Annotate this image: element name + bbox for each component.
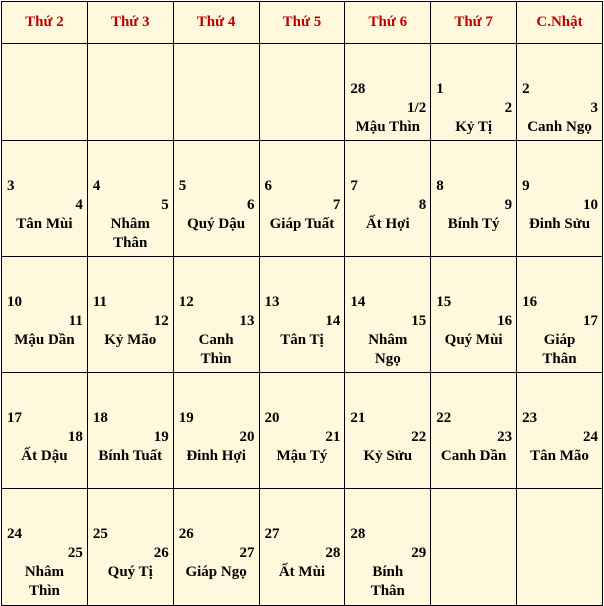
day-cell-content [88,373,173,488]
lunar-date: 7 [332,197,341,213]
solar-date: 2 [522,81,530,97]
solar-date: 16 [522,294,538,310]
can-chi-name: Tân Mùi [16,216,73,232]
day-cell-content [517,257,602,372]
day-cell-content [431,373,516,488]
can-chi-name: Đinh Sửu [528,216,591,232]
lunar-date: 8 [418,197,427,213]
lunar-date: 27 [239,545,255,561]
calendar-day-cell [517,257,603,373]
calendar-day-cell [259,373,345,489]
lunar-date: 6 [247,197,255,213]
weekday-header-wed: Thứ 4 [173,2,259,44]
can-chi-name: Mậu Thìn [355,119,420,135]
can-chi-name: Giáp Thân [542,332,577,367]
weekday-header-fri: Thứ 6 [345,2,431,44]
day-cell-content [2,489,87,605]
solar-date: 22 [436,410,452,426]
empty-day-cell [2,44,88,141]
empty-day-cell [517,489,603,606]
can-chi-name: Quý Mùi [444,332,503,348]
day-cell-content [260,489,345,605]
lunar-date: 9 [504,197,513,213]
calendar-day-cell [173,489,259,606]
calendar-day-cell [87,141,173,257]
lunar-date: 23 [497,429,513,445]
lunar-date: 17 [583,313,598,329]
day-cell-content [2,141,87,256]
empty-day-cell [173,44,259,141]
can-chi-name: Canh Ngọ [527,119,592,135]
calendar-day-cell [345,257,431,373]
lunar-date: 20 [239,429,255,445]
calendar-day-cell [173,141,259,257]
calendar-day-cell [345,141,431,257]
solar-date: 7 [350,178,358,194]
day-cell-content [88,141,173,256]
lunar-date: 16 [497,313,513,329]
solar-date: 13 [264,294,280,310]
lunar-date: 10 [583,197,598,213]
solar-date: 11 [92,294,108,310]
day-cell-content [260,373,345,488]
day-cell-content [174,141,259,256]
calendar-day-cell [431,44,517,141]
calendar-day-cell [87,489,173,606]
day-cell-content [174,257,259,372]
calendar-day-cell [2,489,88,606]
calendar-day-cell [345,489,431,606]
can-chi-name: Bính Thân [370,564,405,599]
calendar-day-cell [345,44,431,141]
lunar-date: 24 [583,429,598,445]
lunar-date: 21 [325,429,341,445]
lunar-date: 2 [504,100,513,116]
calendar-day-cell [517,141,603,257]
lunar-date: 3 [590,100,598,116]
solar-date: 8 [436,178,444,194]
solar-date: 17 [7,410,22,426]
solar-date: 15 [436,294,452,310]
solar-date: 20 [264,410,280,426]
calendar-day-cell [431,141,517,257]
calendar-week-row [2,489,603,606]
can-chi-name: Giáp Tuất [269,216,335,232]
lunar-date: 25 [67,545,83,561]
lunar-calendar-table [1,1,603,606]
can-chi-name: Quý Tị [107,564,153,580]
weekday-header-thu: Thứ 5 [259,2,345,44]
can-chi-name: Kỷ Sửu [363,448,413,464]
can-chi-name: Mậu Dần [14,332,75,348]
solar-date: 25 [92,526,108,542]
calendar-day-cell [173,257,259,373]
can-chi-name: Nhâm Ngọ [368,332,408,367]
calendar-week-row [2,257,603,373]
solar-date: 18 [92,410,108,426]
day-cell-content [431,141,516,256]
solar-date: 4 [92,178,101,194]
solar-date: 5 [178,178,187,194]
calendar-day-cell [517,373,603,489]
lunar-date: 28 [325,545,341,561]
solar-date: 24 [7,526,22,542]
calendar-week-row [2,373,603,489]
calendar-day-cell [87,373,173,489]
calendar-day-cell [431,257,517,373]
solar-date: 21 [350,410,366,426]
day-cell-content [88,257,173,372]
lunar-date: 4 [75,197,83,213]
lunar-date: 1/2 [407,100,427,116]
can-chi-name: Tân Tị [280,332,324,348]
can-chi-name: Ất Mùi [278,564,326,580]
day-cell-content [345,257,430,372]
solar-date: 26 [178,526,194,542]
calendar-day-cell [259,141,345,257]
empty-day-cell [87,44,173,141]
day-cell-content [431,44,516,140]
can-chi-name: Kỷ Mão [104,332,157,348]
can-chi-name: Nhâm Thìn [24,564,64,599]
day-cell-content [517,373,602,488]
can-chi-name: Đinh Hợi [186,448,246,464]
can-chi-name: Quý Dậu [187,216,246,232]
solar-date: 28 [350,526,366,542]
solar-date: 27 [264,526,280,542]
solar-date: 14 [350,294,366,310]
calendar-day-cell [259,257,345,373]
calendar-body [2,44,603,606]
day-cell-content [517,44,602,140]
calendar-day-cell [173,373,259,489]
can-chi-name: Nhâm Thân [110,216,150,251]
calendar-day-cell [431,373,517,489]
day-cell-content [431,257,516,372]
solar-date: 3 [7,178,15,194]
solar-date: 12 [178,294,194,310]
empty-day-cell [431,489,517,606]
weekday-header-sun: C.Nhật [517,2,603,44]
day-cell-content [174,489,259,605]
day-cell-content [260,141,345,256]
weekday-header-tue: Thứ 3 [87,2,173,44]
solar-date: 1 [436,81,444,97]
day-cell-content [260,257,345,372]
day-cell-content [517,141,602,256]
can-chi-name: Ất Hợi [365,216,410,232]
weekday-header-sat: Thứ 7 [431,2,517,44]
calendar-week-row [2,141,603,257]
lunar-date: 13 [239,313,255,329]
weekday-header-row [2,2,603,44]
calendar-day-cell [517,44,603,141]
day-cell-content [345,141,430,256]
empty-day-cell [259,44,345,141]
day-cell-content [174,373,259,488]
solar-date: 28 [350,81,366,97]
can-chi-name: Bính Tý [447,216,500,232]
calendar-day-cell [87,257,173,373]
can-chi-name: Ất Dậu [21,448,68,464]
calendar-day-cell [2,257,88,373]
calendar-day-cell [345,373,431,489]
lunar-date: 11 [68,313,83,329]
solar-date: 9 [522,178,530,194]
calendar-day-cell [2,373,88,489]
lunar-date: 14 [325,313,341,329]
day-cell-content [2,257,87,372]
day-cell-content [345,489,430,605]
day-cell-content [88,489,173,605]
day-cell-content [345,373,430,488]
lunar-date: 22 [411,429,427,445]
solar-date: 23 [522,410,538,426]
calendar-day-cell [259,489,345,606]
lunar-date: 19 [153,429,169,445]
calendar-day-cell [2,141,88,257]
can-chi-name: Giáp Ngọ [185,564,247,580]
can-chi-name: Canh Dần [440,448,507,464]
calendar-week-row [2,44,603,141]
lunar-date: 26 [153,545,169,561]
day-cell-content [345,44,430,140]
solar-date: 10 [7,294,22,310]
lunar-date: 12 [153,313,169,329]
lunar-date: 15 [411,313,427,329]
day-cell-content [2,373,87,488]
lunar-date: 5 [161,197,169,213]
can-chi-name: Kỷ Tị [455,119,493,135]
can-chi-name: Canh Thìn [198,332,234,367]
can-chi-name: Tân Mão [530,448,589,464]
weekday-header-mon: Thứ 2 [2,2,88,44]
lunar-date: 29 [411,545,427,561]
can-chi-name: Bính Tuất [98,448,163,464]
solar-date: 19 [178,410,194,426]
can-chi-name: Mậu Tý [276,448,328,464]
lunar-date: 18 [67,429,83,445]
solar-date: 6 [264,178,273,194]
